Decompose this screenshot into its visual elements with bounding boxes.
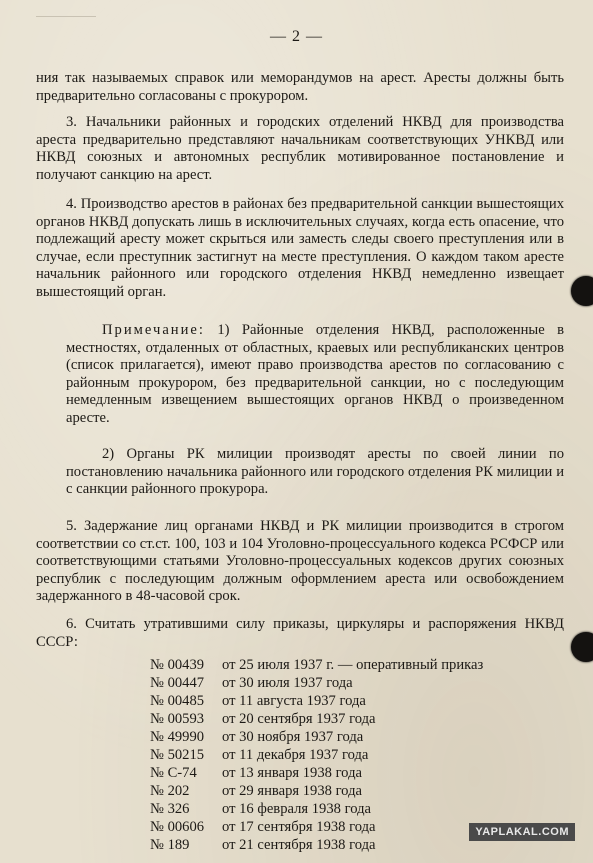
paragraph-continuation	[36, 70, 564, 105]
watermark-badge: YAPLAKAL.COM	[469, 823, 575, 841]
paragraph-text: 3. Начальники районных и городских отделений НКВД для производства ареста предварительно представляют начальникам соответствующих УНКВД или НКВД союзных и автономных республик мотивированное постановление и получают санкцию на арест.	[36, 114, 564, 183]
order-number: № 00606	[150, 819, 205, 835]
list-item	[150, 800, 483, 818]
list-item	[150, 782, 483, 800]
paragraph-text: 5. Задержание лиц органами НКВД и РК милиции производится в строгом соответствии со ст.ст. 100, 103 и 104 Уголовно-процессуального кодекса РСФСР или соответствующими статьями Уголовно-процессуальных кодексов других союзных республик с последующим должным оформлением ареста или освобождением задержанного в 48-часовой срок.	[36, 518, 564, 605]
paragraph-3	[36, 114, 564, 184]
order-number: № 326	[150, 801, 190, 817]
binder-hole-top	[571, 276, 593, 306]
order-date: от 11 августа 1937 года	[222, 693, 366, 709]
list-item	[150, 836, 483, 854]
note-part1-text: 1) Районные отделения НКВД, расположенные в местностях, отдаленных от областных, краевых или республиканских центров (список прилагается), имеют право производства арестов по согласованию с районным прокурором, без предварительной санкции, но с последующим немедленным извещением вышестоящих органов НКВД о произведенном аресте.	[66, 322, 564, 426]
note-text	[66, 322, 564, 428]
list-item	[150, 746, 483, 764]
order-number: № С-74	[150, 765, 197, 781]
note-part-2	[66, 446, 564, 499]
paragraph-5	[36, 518, 564, 606]
list-item	[150, 710, 483, 728]
order-date: от 20 сентября 1937 года	[222, 711, 376, 727]
list-item	[150, 656, 483, 674]
note-part-1	[66, 322, 564, 428]
order-date: от 30 июля 1937 года	[222, 675, 353, 691]
order-date: от 11 декабря 1937 года	[222, 747, 369, 763]
order-date: от 13 января 1938 года	[222, 765, 362, 781]
binder-hole-bottom	[571, 632, 593, 662]
list-item	[150, 728, 483, 746]
order-number: № 00447	[150, 675, 205, 691]
page-number: — 2 —	[270, 28, 323, 45]
order-number: № 00485	[150, 693, 205, 709]
note-part2-text: 2) Органы РК милиции производят аресты по своей линии по постановлению начальника районного или городского отделения РК милиции и с санкции районного прокурора.	[66, 446, 564, 498]
order-number: № 49990	[150, 729, 205, 745]
list-item	[150, 674, 483, 692]
paragraph-text: ния так называемых справок или меморандумов на арест. Аресты должны быть предварительно согласованы с прокурором.	[36, 70, 564, 104]
list-item	[150, 764, 483, 782]
paragraph-text: 4. Производство арестов в районах без предварительной санкции вышестоящих органов НКВД допускать лишь в исключительных случаях, когда есть опасение, что подлежащий аресту может скрыться или заместь следы своего преступления или в случае, если преступник застигнут на месте преступления. О каждом таком аресте начальник районного или городского отделения НКВД немедленно извещает вышестоящий орган.	[36, 196, 564, 300]
paragraph-6	[36, 616, 564, 651]
faded-stamp-line	[36, 2, 96, 17]
paragraph-4	[36, 196, 564, 302]
order-number: № 202	[150, 783, 190, 799]
paragraph-text: 6. Считать утратившими силу приказы, циркуляры и распоряжения НКВД СССР:	[36, 616, 564, 650]
order-date: от 17 сентября 1938 года	[222, 819, 376, 835]
order-number: № 50215	[150, 747, 205, 763]
order-date: от 25 июля 1937 г. — оперативный приказ	[222, 657, 484, 673]
order-number: № 00439	[150, 657, 205, 673]
order-date: от 29 января 1938 года	[222, 783, 362, 799]
order-number: № 189	[150, 837, 190, 853]
orders-list	[150, 656, 483, 854]
order-date: от 21 сентября 1938 года	[222, 837, 376, 853]
list-item	[150, 818, 483, 836]
order-date: от 30 ноября 1937 года	[222, 729, 364, 745]
note-label: Примечание:	[102, 322, 205, 338]
list-item	[150, 692, 483, 710]
order-number: № 00593	[150, 711, 205, 727]
order-date: от 16 февраля 1938 года	[222, 801, 371, 817]
